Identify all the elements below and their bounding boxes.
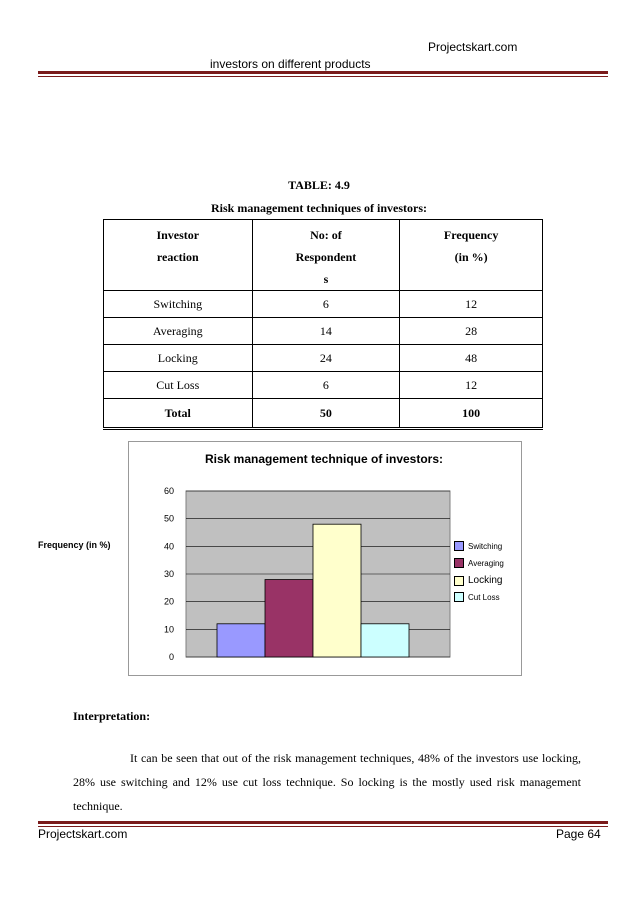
legend-label: Averaging: [468, 558, 504, 568]
footer-rule: [38, 821, 608, 824]
cell-respondents: 24: [252, 345, 400, 372]
cell-total-respondents: 50: [252, 399, 400, 429]
bar-cut-loss: [361, 624, 409, 657]
legend-item: [454, 558, 504, 568]
legend-swatch: [454, 592, 464, 602]
legend-swatch: [454, 576, 464, 586]
running-title: investors on different products: [210, 57, 371, 71]
chart-y-axis-label: Frequency (in %): [38, 540, 111, 550]
y-tick-label: 0: [168, 652, 174, 662]
cell-total-label: Total: [104, 399, 253, 429]
legend-label: Switching: [468, 541, 503, 551]
legend-swatch: [454, 541, 464, 551]
cell-respondents: 14: [252, 318, 400, 345]
y-tick-label: 40: [163, 541, 174, 552]
chart-legend: [454, 537, 516, 611]
cell-frequency: 28: [400, 318, 543, 345]
y-tick-label: 60: [163, 486, 174, 496]
table-subtitle: Risk management techniques of investors:: [211, 201, 427, 215]
cell-reaction: Cut Loss: [104, 372, 253, 399]
y-tick-label: 10: [163, 624, 174, 635]
header-investor-reaction: Investor reaction: [104, 220, 253, 291]
legend-item: [454, 575, 502, 586]
cell-reaction: Locking: [104, 345, 253, 372]
chart-title: Risk management technique of investors:: [204, 452, 444, 466]
cell-total-frequency: 100: [400, 399, 543, 429]
cell-frequency: 12: [400, 291, 543, 318]
bar-averaging: [265, 580, 313, 657]
legend-swatch: [454, 558, 464, 568]
interpretation-heading: Interpretation:: [73, 709, 151, 723]
bar-locking: [313, 524, 361, 657]
header-site: Projectskart.com: [428, 40, 518, 54]
table-title: TABLE: 4.9: [288, 178, 350, 192]
cell-reaction: Averaging: [104, 318, 253, 345]
legend-item: [454, 592, 500, 602]
legend-label: Locking: [468, 575, 503, 586]
header-frequency: Frequency (in %): [400, 220, 543, 291]
cell-reaction: Switching: [104, 291, 253, 318]
interpretation-text: It can be seen that out of the risk management techniques, 48% of the investors use locking, 28% use switching and 12% use cut loss technique. So locking is the mostly used risk management technique.: [73, 751, 581, 813]
header-respondents: No: of Respondent s: [252, 220, 400, 291]
cell-frequency: 12: [400, 372, 543, 399]
y-tick-label: 30: [163, 569, 174, 579]
page-number: Page 64: [556, 827, 601, 841]
cell-respondents: 6: [252, 372, 400, 399]
y-tick-label: 50: [163, 513, 174, 524]
cell-frequency: 48: [400, 345, 543, 372]
legend-item: [454, 541, 502, 551]
footer-site: Projectskart.com: [38, 827, 128, 841]
cell-respondents: 6: [252, 291, 400, 318]
y-tick-label: 20: [163, 596, 174, 607]
legend-label: Cut Loss: [468, 592, 500, 602]
bar-switching: [217, 624, 265, 657]
